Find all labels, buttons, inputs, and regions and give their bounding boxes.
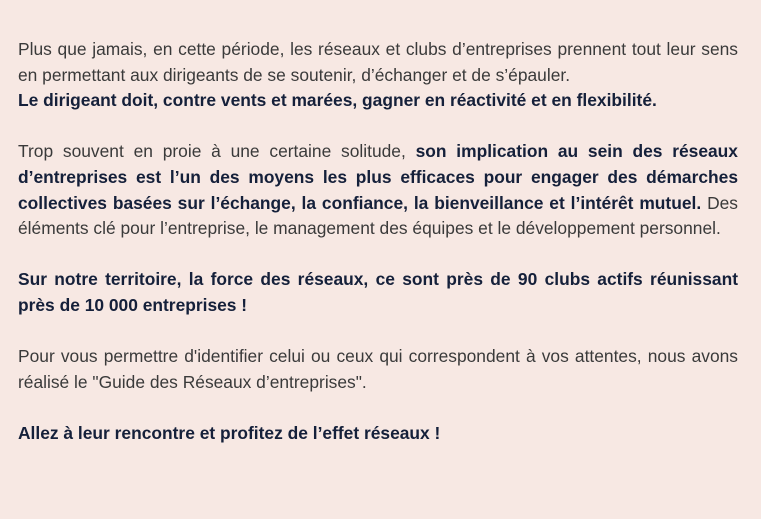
territory-paragraph: Sur notre territoire, la force des réseaux, ce sont près de 90 clubs actifs réunissant près de 10 000 entreprises ! xyxy=(18,269,738,315)
solitude-highlight: son implication au sein des réseaux d’entreprises est l’un des moyens les plus efficaces pour engager des démarches collectives basées sur l’échange, la confiance, la bienveillance et l’intérêt mutuel. xyxy=(18,141,738,213)
closing-paragraph: Allez à leur rencontre et profitez de l’effet réseaux ! xyxy=(18,422,441,443)
solitude-paragraph xyxy=(18,139,738,241)
article-body xyxy=(18,37,738,447)
intro-highlight: Le dirigeant doit, contre vents et marées, gagner en réactivité et en flexibilité. xyxy=(18,90,657,111)
intro-text: Plus que jamais, en cette période, les réseaux et clubs d’entreprises prennent tout leur sens en permettant aux dirigeants de se soutenir, d’échanger et de s’épauler. xyxy=(18,39,738,85)
solitude-text-end: Des éléments clé pour l’entreprise, le management des équipes et le développement personnel. xyxy=(18,192,738,239)
solitude-text-start: Trop souvent en proie à une certaine solitude, xyxy=(18,141,416,162)
guide-paragraph: Pour vous permettre d'identifier celui ou ceux qui correspondent à vos attentes, nous avons réalisé le "Guide des Réseaux d’entreprises". xyxy=(18,346,738,392)
intro-paragraph xyxy=(18,37,738,114)
